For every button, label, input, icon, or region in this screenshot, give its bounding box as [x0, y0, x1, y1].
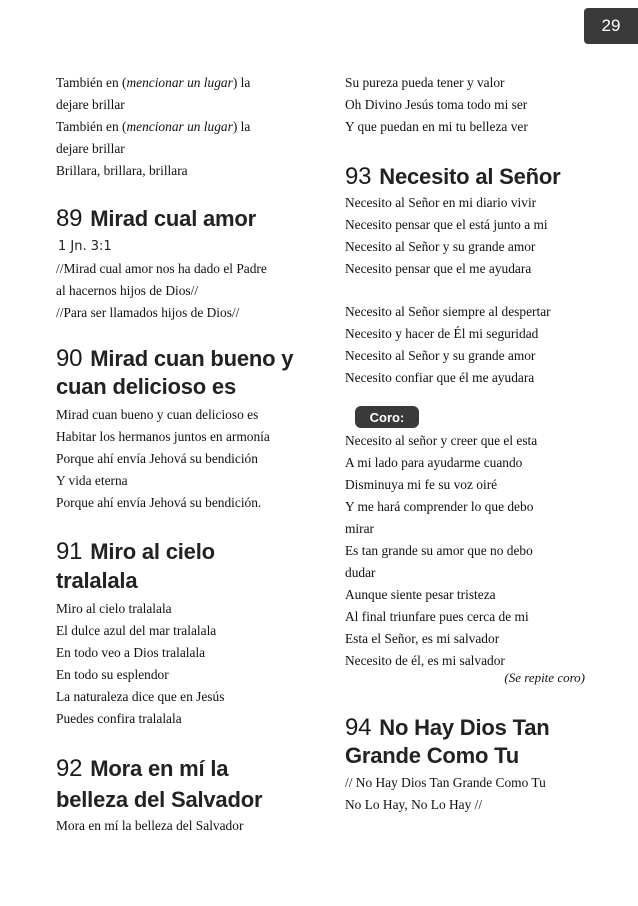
lyric-line: Disminuya mi fe su voz oiré [345, 477, 498, 492]
lyric-line: // No Hay Dios Tan Grande Como Tu [345, 775, 546, 790]
lyric-line: Y me hará comprender lo que debo [345, 499, 534, 514]
lyric-line: Al final triunfare pues cerca de mi [345, 609, 529, 624]
song-heading-93: 93 Necesito al Señor [345, 163, 561, 190]
lyric-line: Es tan grande su amor que no debo [345, 543, 533, 558]
lyric-line: Brillara, brillara, brillara [56, 163, 188, 178]
lyric-line: También en (mencionar un lugar) la [56, 119, 251, 134]
song-heading-91: 91 Miro al cielo [56, 538, 215, 565]
song-heading-90-line2: cuan delicioso es [56, 374, 237, 399]
song-heading-94-line2: Grande Como Tu [345, 743, 520, 768]
lyric-line: //Mirad cual amor nos ha dado el Padre [56, 261, 267, 276]
lyric-line: al hacernos hijos de Dios// [56, 283, 199, 298]
lyric-line: Necesito al Señor siempre al despertar [345, 304, 551, 319]
coro-label-badge: Coro: [355, 406, 419, 428]
page-number-badge: 29 [584, 8, 638, 44]
lyric-line: dejare brillar [56, 97, 125, 112]
lyric-line: Necesito al señor y creer que el esta [345, 433, 538, 448]
lyric-line: Habitar los hermanos juntos en armonía [56, 429, 270, 444]
lyric-line: Y vida eterna [56, 473, 128, 488]
lyric-line: Oh Divino Jesús toma todo mi ser [345, 97, 528, 112]
lyric-line: dudar [345, 565, 376, 580]
lyric-line: Necesito y hacer de Él mi seguridad [345, 326, 539, 341]
lyric-line: //Para ser llamados hijos de Dios// [56, 305, 240, 320]
song-heading-91-line2: tralalala [56, 568, 138, 593]
lyric-line: Y que puedan en mi tu belleza ver [345, 119, 528, 134]
lyric-line: La naturaleza dice que en Jesús [56, 689, 225, 704]
song-heading-90: 90 Mirad cuan bueno y [56, 345, 294, 372]
song-heading-89: 89 Mirad cual amor [56, 205, 257, 232]
lyric-line: Porque ahí envía Jehová su bendición. [56, 495, 262, 510]
lyric-line: Puedes confira tralalala [56, 711, 182, 726]
lyric-line: Porque ahí envía Jehová su bendición [56, 451, 258, 466]
lyric-line: Necesito pensar que el está junto a mi [345, 217, 548, 232]
lyric-line: En todo veo a Dios tralalala [56, 645, 206, 660]
lyric-line: mirar [345, 521, 374, 536]
repeat-chorus-note: (Se repite coro) [504, 670, 585, 685]
lyric-line: El dulce azul del mar tralalala [56, 623, 217, 638]
lyric-line: Su pureza pueda tener y valor [345, 75, 505, 90]
lyric-line: En todo su esplendor [56, 667, 169, 682]
lyric-line: No Lo Hay, No Lo Hay // [345, 797, 483, 812]
lyric-line: Mirad cuan bueno y cuan delicioso es [56, 407, 259, 422]
lyric-line: Necesito al Señor y su grande amor [345, 348, 536, 363]
lyric-line: Necesito pensar que el me ayudara [345, 261, 532, 276]
lyric-line: Mora en mí la belleza del Salvador [56, 818, 244, 833]
song-heading-92: 92 Mora en mí la [56, 755, 229, 782]
lyric-line: Necesito al Señor y su grande amor [345, 239, 536, 254]
song-heading-94: 94 No Hay Dios Tan [345, 714, 550, 741]
lyric-line: A mi lado para ayudarme cuando [345, 455, 523, 470]
lyric-line: También en (mencionar un lugar) la [56, 75, 251, 90]
lyric-line: Necesito de él, es mi salvador [345, 653, 505, 668]
lyric-line: Esta el Señor, es mi salvador [345, 631, 500, 646]
lyric-line: Necesito confiar que él me ayudara [345, 370, 535, 385]
lyric-line: Miro al cielo tralalala [56, 601, 172, 616]
lyric-line: dejare brillar [56, 141, 125, 156]
lyric-line: Aunque siente pesar tristeza [345, 587, 496, 602]
song-heading-92-line2: belleza del Salvador [56, 787, 263, 812]
lyric-line: Necesito al Señor en mi diario vivir [345, 195, 537, 210]
scripture-reference: 1 Jn. 3:1 [58, 239, 112, 254]
